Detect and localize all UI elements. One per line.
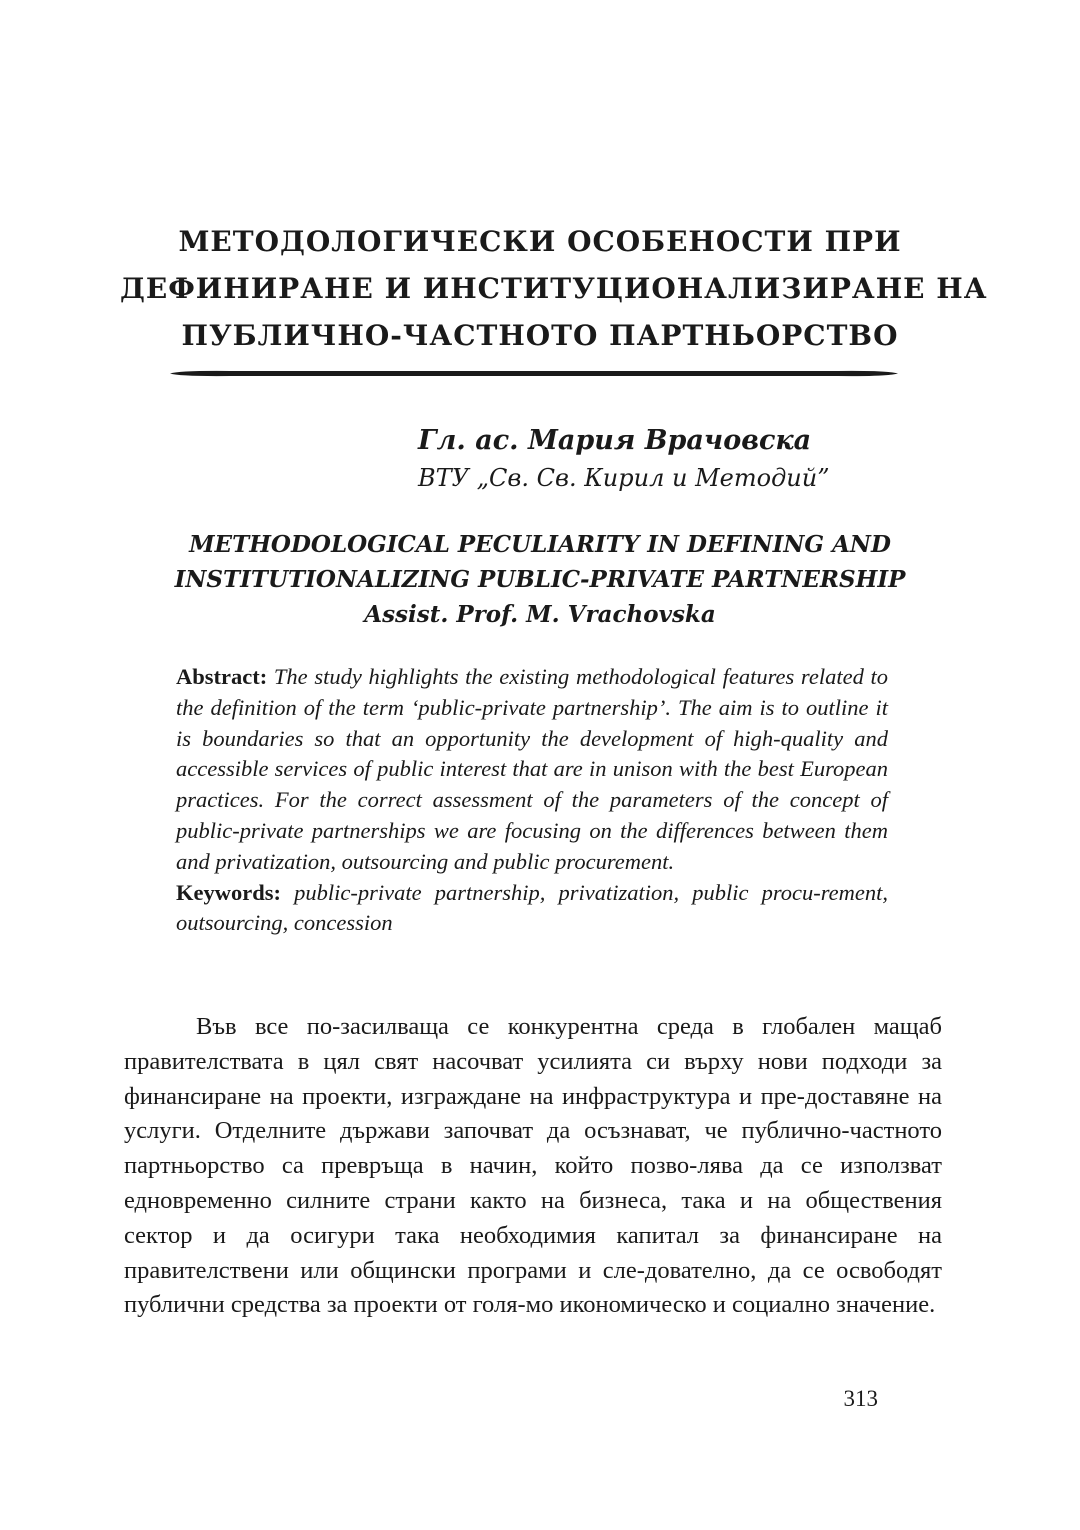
keywords-text: public-private partnership, privatization, public procu-rement, outsourcing, concession [176,879,888,936]
keywords-label: Keywords: [176,879,281,905]
title-divider-rule [170,370,898,377]
body-paragraph [124,1010,942,1323]
author-name: Гл. ас. Мария Врачовска [418,425,812,456]
author-affiliation: ВТУ „Св. Св. Кирил и Методий” [418,464,830,492]
abstract-label: Abstract: [176,664,268,689]
abstract-text: The study highlights the existing methodological features related to the definition of the term ‘public-private partnership’. The aim is to outline it is boundaries so that an opportunity the development of high-quality and accessible services of public interest that are in unison with the best European practices. For the correct assessment of the parameters of the concept of public-private partnerships we are focusing on the differences between them and privatization, outsourcing and public procurement. [176,664,888,874]
title-line-2: ДЕФИНИРАНЕ И ИНСТИТУЦИОНАЛИЗИРАНЕ НА [120,272,988,305]
english-author: Assist. Prof. M. Vrachovska [364,601,716,628]
title-line-1: МЕТОДОЛОГИЧЕСКИ ОСОБЕНОСТИ ПРИ [178,225,902,258]
title-line-3: ПУБЛИЧНО-ЧАСТНОТО ПАРТНЬОРСТВО [181,319,899,352]
english-title-line-1: METHODOLOGICAL PECULIARITY IN DEFINING AND [189,531,891,558]
english-title-block [120,527,960,632]
author-block [418,422,978,496]
article-title [120,218,988,359]
page-number: 313 [843,1386,878,1411]
abstract [176,662,888,939]
body-paragraph-text: Във все по-засилваща се конкурентна среда в глобален мащаб правителствата в цял свят насочват усилията си върху нови подходи за финансиране на проекти, изграждане на инфраструктура и пре-доставяне на услуги. Отделните държави започват да осъзнават, че публично-частното партньорство са превръща в начин, който позво-лява да се използват едновременно силните страни както на бизнеса, така и на обществения сектор и да осигури така необходимия капитал за финансиране на правителствени или общински програми и сле-дователно, да се освободят публични средства за проекти от голя-мо икономическо и социално значение. [124,1013,942,1319]
english-title-line-2: INSTITUTIONALIZING PUBLIC-PRIVATE PARTNERSHIP [174,566,906,593]
